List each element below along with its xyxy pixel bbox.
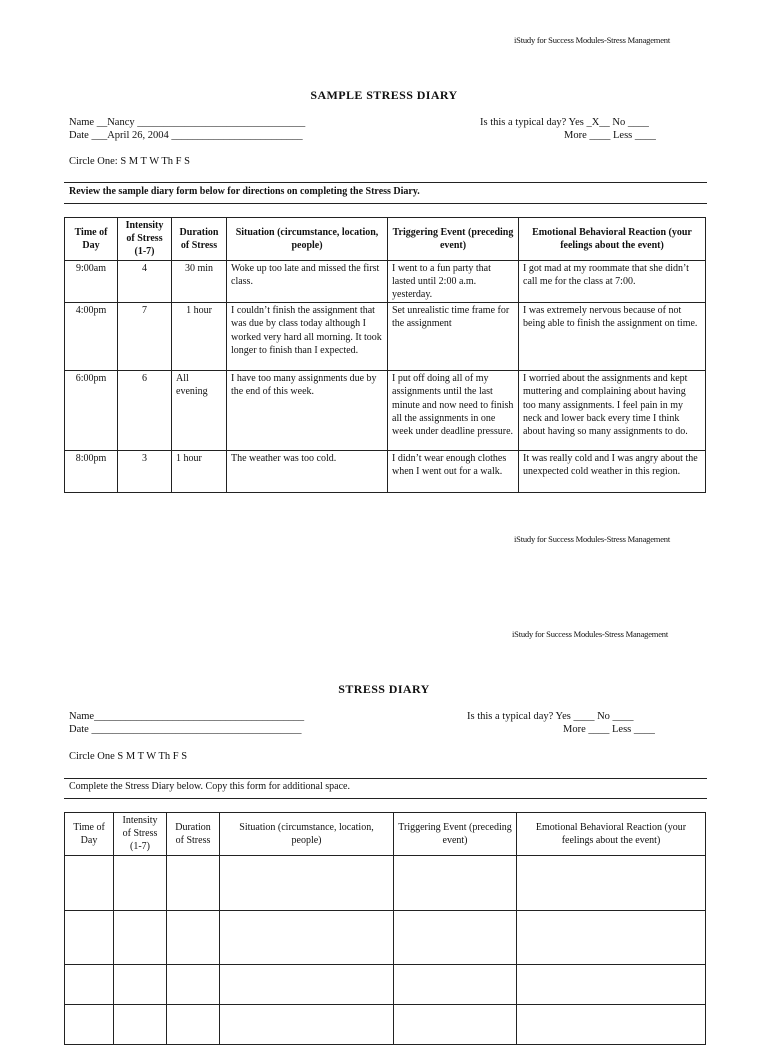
trigger-input-cell[interactable] <box>394 855 517 910</box>
column-header: Emotional Behavioral Reaction (your feelings about the event) <box>519 218 706 261</box>
column-header: Emotional Behavioral Reaction (your feelings about the event) <box>517 813 706 856</box>
situation-input-cell[interactable] <box>220 964 394 1004</box>
situation-cell: The weather was too cold. <box>227 451 388 493</box>
column-header: Intensity of Stress (1-7) <box>118 218 172 261</box>
table-header-row <box>65 813 706 856</box>
table-row <box>65 451 706 493</box>
reaction-input-cell[interactable] <box>517 910 706 964</box>
trigger-input-cell[interactable] <box>394 1004 517 1044</box>
trigger-input-cell[interactable] <box>394 910 517 964</box>
duration-input-cell[interactable] <box>167 910 220 964</box>
diary-title: STRESS DIARY <box>338 682 430 696</box>
blank-row <box>65 964 706 1004</box>
time-cell: 4:00pm <box>65 303 118 371</box>
trigger-cell: I went to a fun party that lasted until 2:00 a.m. yesterday. <box>388 260 519 303</box>
reaction-cell: I worried about the assignments and kept muttering and complaining about having too many assignments. I feel pain in my neck and lower back every time I think about having so many assignments to do. <box>519 371 706 451</box>
column-header: Time of Day <box>65 813 114 856</box>
duration-input-cell[interactable] <box>167 1004 220 1044</box>
page-header: iStudy for Success Modules-Stress Management <box>512 629 668 639</box>
intensity-input-cell[interactable] <box>114 910 167 964</box>
sample-instructions: Review the sample diary form below for directions on completing the Stress Diary. <box>69 186 420 197</box>
diary-instructions: Complete the Stress Diary below. Copy this form for additional space. <box>69 781 350 792</box>
divider <box>64 182 707 183</box>
typical-day-field: Is this a typical day? Yes _X__ No ____ <box>480 117 649 128</box>
name-field: Name________________________________________ <box>69 711 305 722</box>
reaction-input-cell[interactable] <box>517 1004 706 1044</box>
intensity-cell: 6 <box>118 371 172 451</box>
duration-cell: 30 min <box>172 260 227 303</box>
time-input-cell[interactable] <box>65 964 114 1004</box>
intensity-cell: 4 <box>118 260 172 303</box>
divider <box>64 203 707 204</box>
sample-title: SAMPLE STRESS DIARY <box>310 88 458 102</box>
column-header: Time of Day <box>65 218 118 261</box>
date-field: Date ___April 26, 2004 _________________________ <box>69 130 303 141</box>
situation-cell: I have too many assignments due by the end of this week. <box>227 371 388 451</box>
page-header: iStudy for Success Modules-Stress Management <box>514 35 670 45</box>
intensity-input-cell[interactable] <box>114 1004 167 1044</box>
circle-day-field: Circle One S M T W Th F S <box>69 751 188 762</box>
situation-cell: Woke up too late and missed the first class. <box>227 260 388 303</box>
duration-input-cell[interactable] <box>167 855 220 910</box>
table-row <box>65 371 706 451</box>
more-less-field: More ____ Less ____ <box>563 724 655 735</box>
table-row <box>65 260 706 303</box>
situation-input-cell[interactable] <box>220 1004 394 1044</box>
intensity-input-cell[interactable] <box>114 964 167 1004</box>
duration-cell: All evening <box>172 371 227 451</box>
time-cell: 9:00am <box>65 260 118 303</box>
sample-diary-table <box>64 217 706 493</box>
duration-input-cell[interactable] <box>167 964 220 1004</box>
divider <box>64 778 707 779</box>
blank-row <box>65 855 706 910</box>
reaction-input-cell[interactable] <box>517 964 706 1004</box>
column-header: Triggering Event (preceding event) <box>394 813 517 856</box>
intensity-cell: 3 <box>118 451 172 493</box>
table-header-row <box>65 218 706 261</box>
time-input-cell[interactable] <box>65 910 114 964</box>
situation-cell: I couldn’t finish the assignment that was due by class today although I worked very hard all morning. It took longer to finish than I expected. <box>227 303 388 371</box>
column-header: Intensity of Stress (1-7) <box>114 813 167 856</box>
blank-diary-table <box>64 812 706 1045</box>
time-input-cell[interactable] <box>65 855 114 910</box>
reaction-cell: I got mad at my roommate that she didn’t call me for the class at 7:00. <box>519 260 706 303</box>
column-header: Situation (circumstance, location, people) <box>227 218 388 261</box>
column-header: Situation (circumstance, location, people) <box>220 813 394 856</box>
divider <box>64 798 707 799</box>
date-field: Date ________________________________________ <box>69 724 302 735</box>
trigger-cell: I put off doing all of my assignments until the last minute and now need to finish all the assignments in one week under deadline pressure. <box>388 371 519 451</box>
situation-input-cell[interactable] <box>220 855 394 910</box>
duration-cell: 1 hour <box>172 451 227 493</box>
blank-row <box>65 910 706 964</box>
reaction-cell: I was extremely nervous because of not being able to finish the assignment on time. <box>519 303 706 371</box>
column-header: Duration of Stress <box>172 218 227 261</box>
column-header: Duration of Stress <box>167 813 220 856</box>
more-less-field: More ____ Less ____ <box>564 130 656 141</box>
time-input-cell[interactable] <box>65 1004 114 1044</box>
blank-row <box>65 1004 706 1044</box>
reaction-cell: It was really cold and I was angry about the unexpected cold weather in this region. <box>519 451 706 493</box>
duration-cell: 1 hour <box>172 303 227 371</box>
page-footer: iStudy for Success Modules-Stress Management <box>514 534 670 544</box>
column-header: Triggering Event (preceding event) <box>388 218 519 261</box>
time-cell: 6:00pm <box>65 371 118 451</box>
trigger-input-cell[interactable] <box>394 964 517 1004</box>
trigger-cell: Set unrealistic time frame for the assignment <box>388 303 519 371</box>
typical-day-field: Is this a typical day? Yes ____ No ____ <box>467 711 634 722</box>
intensity-input-cell[interactable] <box>114 855 167 910</box>
circle-day-field: Circle One: S M T W Th F S <box>69 156 190 167</box>
trigger-cell: I didn’t wear enough clothes when I went out for a walk. <box>388 451 519 493</box>
reaction-input-cell[interactable] <box>517 855 706 910</box>
intensity-cell: 7 <box>118 303 172 371</box>
name-field: Name __Nancy ________________________________ <box>69 117 306 128</box>
time-cell: 8:00pm <box>65 451 118 493</box>
situation-input-cell[interactable] <box>220 910 394 964</box>
table-row <box>65 303 706 371</box>
